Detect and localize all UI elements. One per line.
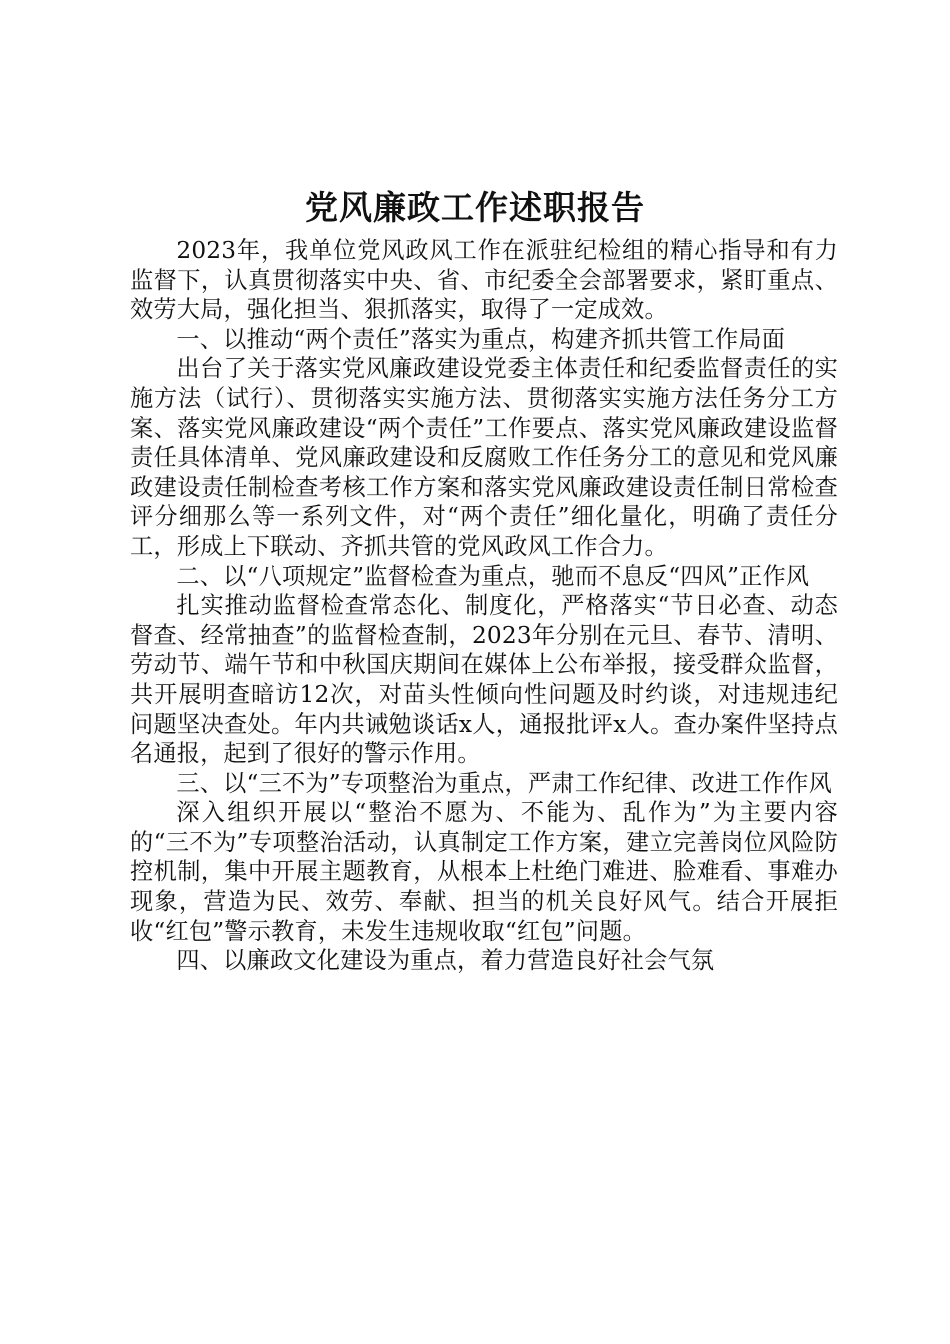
intro-paragraph: 2023年，我单位党风政风工作在派驻纪检组的精心指导和有力监督下，认真贯彻落实中央、省、市纪委全会部署要求，紧盯重点、效劳大局，强化担当、狠抓落实，取得了一定成效。: [130, 237, 838, 324]
document-title: 党风廉政工作述职报告: [305, 188, 645, 227]
section-body-2: 扎实推动监督检查常态化、制度化，严格落实“节日必查、动态督查、经常抽查”的监督检查制，2023年分别在元旦、春节、清明、劳动节、端午节和中秋国庆期间在媒体上公布举报，接受群众监督，共开展明查暗访12次，对苗头性倾向性问题及时约谈，对违规违纪问题坚决查处。年内共诫勉谈话x人，通报批评x人。查办案件坚持点名通报，起到了很好的警示作用。: [130, 592, 838, 768]
document-body: [130, 236, 838, 976]
section-body-1: 出台了关于落实党风廉政建设党委主体责任和纪委监督责任的实施方法（试行）、贯彻落实实施方法、贯彻落实实施方法任务分工方案、落实党风廉政建设“两个责任”工作要点、落实党风廉政建设监督责任具体清单、党风廉政建设和反腐败工作任务分工的意见和党风廉政建设责任制检查考核工作方案和落实党风廉政建设责任制日常检查评分细那么等一系列文件，对“两个责任”细化量化，明确了责任分工，形成上下联动、齐抓共管的党风政风工作合力。: [130, 355, 838, 560]
section-heading-3: 三、以“三不为”专项整治为重点，严肃工作纪律、改进工作作风: [176, 769, 832, 797]
section-heading-1: 一、以推动“两个责任”落实为重点，构建齐抓共管工作局面: [176, 325, 786, 353]
section-heading-2: 二、以“八项规定”监督检查为重点，驰而不息反“四风”正作风: [176, 562, 810, 590]
section-heading-4: 四、以廉政文化建设为重点，着力营造良好社会气氛: [176, 947, 715, 975]
section-body-3: 深入组织开展以“整治不愿为、不能为、乱作为”为主要内容的“三不为”专项整治活动，认真制定工作方案，建立完善岗位风险防控机制，集中开展主题教育，从根本上杜绝门难进、脸难看、事难办现象，营造为民、效劳、奉献、担当的机关良好风气。结合开展拒收“红包”警示教育，未发生违规收取“红包”问题。: [130, 799, 838, 945]
